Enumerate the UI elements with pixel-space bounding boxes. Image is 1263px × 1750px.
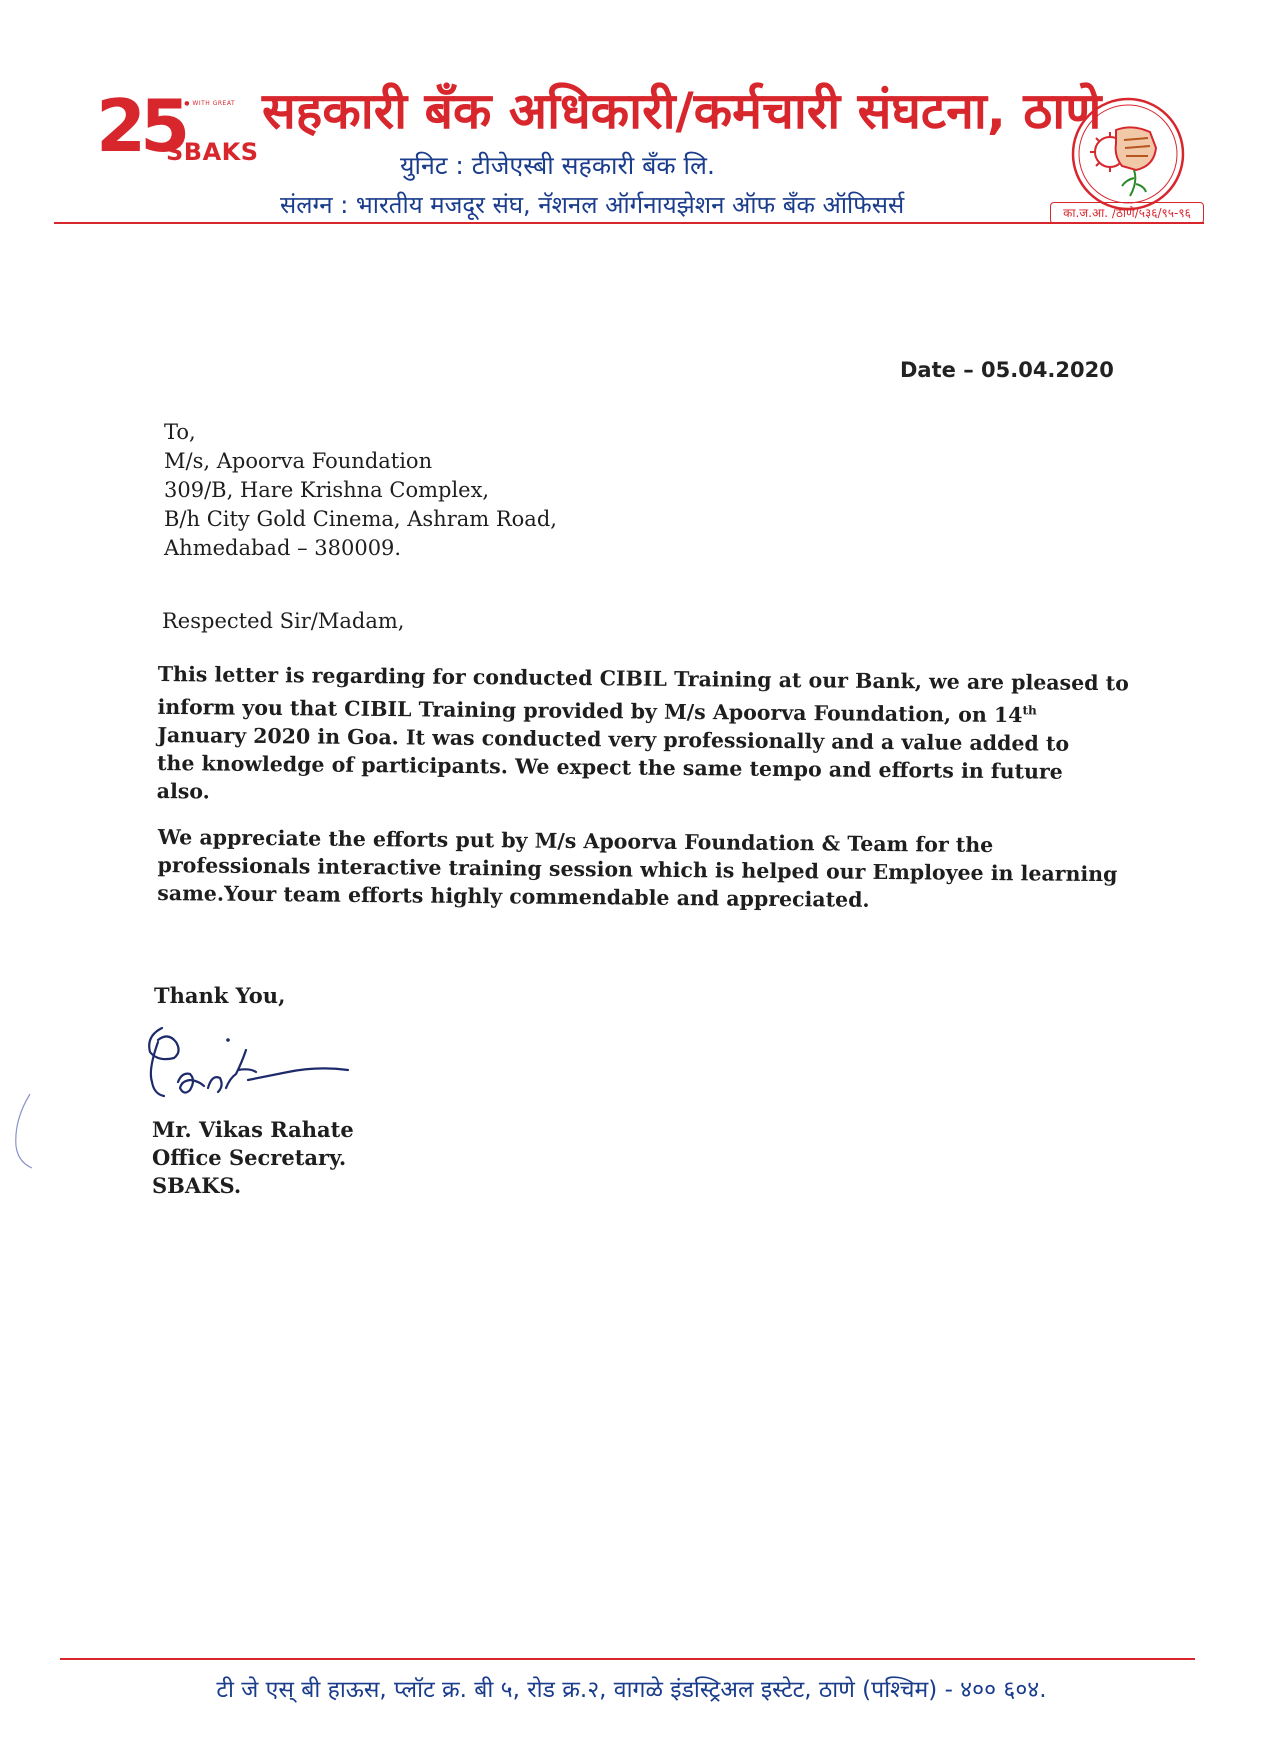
sbaks-25-logo [96, 84, 259, 180]
logo-tagline: ● ● ● WITH GREAT [168, 100, 236, 107]
registration-badge: का.ज.आ. /ठाणे/५३६/९५-९६ [1050, 202, 1204, 224]
logo-text: SBAKS [166, 138, 259, 166]
paragraph-line: This letter is regarding for conducted CIBIL Training at our Bank, we are pleased to [157, 661, 1129, 696]
handwritten-signature [138, 1022, 368, 1112]
body-paragraph-1 [157, 660, 1158, 814]
address-line: 309/B, Hare Krishna Complex, [164, 478, 490, 502]
ordinal-suffix: th [1022, 703, 1037, 718]
address-line: B/h City Gold Cinema, Ashram Road, [164, 507, 557, 531]
address-line: M/s, Apoorva Foundation [164, 449, 433, 473]
salutation: Respected Sir/Madam, [162, 609, 405, 633]
paragraph-line: professionals interactive training session which is helped our Employee in learning [157, 852, 1118, 887]
closing: Thank You, [154, 983, 286, 1008]
paragraph-line: We appreciate the efforts put by M/s Apoorva Foundation & Team for the [157, 824, 994, 858]
logo-number: 25 [96, 84, 185, 168]
signatory-title: Office Secretary. [152, 1145, 347, 1170]
recipient-address [164, 418, 557, 563]
signatory-org: SBAKS. [152, 1173, 242, 1198]
paragraph-line: same.Your team efforts highly commendable and appreciated. [157, 880, 870, 912]
header-divider [54, 222, 1204, 224]
paragraph-text: inform you that CIBIL Training provided by M/s Apoorva Foundation, on 14 [157, 694, 1023, 728]
unit-line: युनिट : टीजेएस्बी सहकारी बँक लि. [400, 151, 715, 180]
signatory-block [152, 1116, 354, 1200]
body-paragraph-2 [157, 823, 1158, 917]
paragraph-line: the knowledge of participants. We expect the same tempo and efforts in future [156, 750, 1063, 784]
footer-divider [60, 1658, 1195, 1660]
affiliation-line: संलग्न : भारतीय मजदूर संघ, नॅशनल ऑर्गनायझेशन ऑफ बँक ऑफिसर्स [280, 191, 905, 219]
signatory-name: Mr. Vikas Rahate [152, 1117, 354, 1142]
paragraph-line: January 2020 in Goa. It was conducted very professionally and a value added to [157, 722, 1070, 756]
address-line: Ahmedabad – 380009. [164, 536, 402, 560]
footer-address: टी जे एस् बी हाऊस, प्लॉट क्र. बी ५, रोड क्र.२, वागळे इंडस्ट्रिअल इस्टेट, ठाणे (पश्चिम) - ४०० ६०४. [216, 1677, 1047, 1703]
address-line: To, [164, 420, 196, 444]
paragraph-line: also. [156, 778, 210, 804]
margin-pencil-mark [6, 1090, 36, 1170]
letter-date: Date – 05.04.2020 [900, 358, 1114, 382]
organization-name: सहकारी बँक अधिकारी/कर्मचारी संघटना, ठाणे [262, 82, 1102, 140]
union-emblem-icon [1070, 96, 1186, 212]
